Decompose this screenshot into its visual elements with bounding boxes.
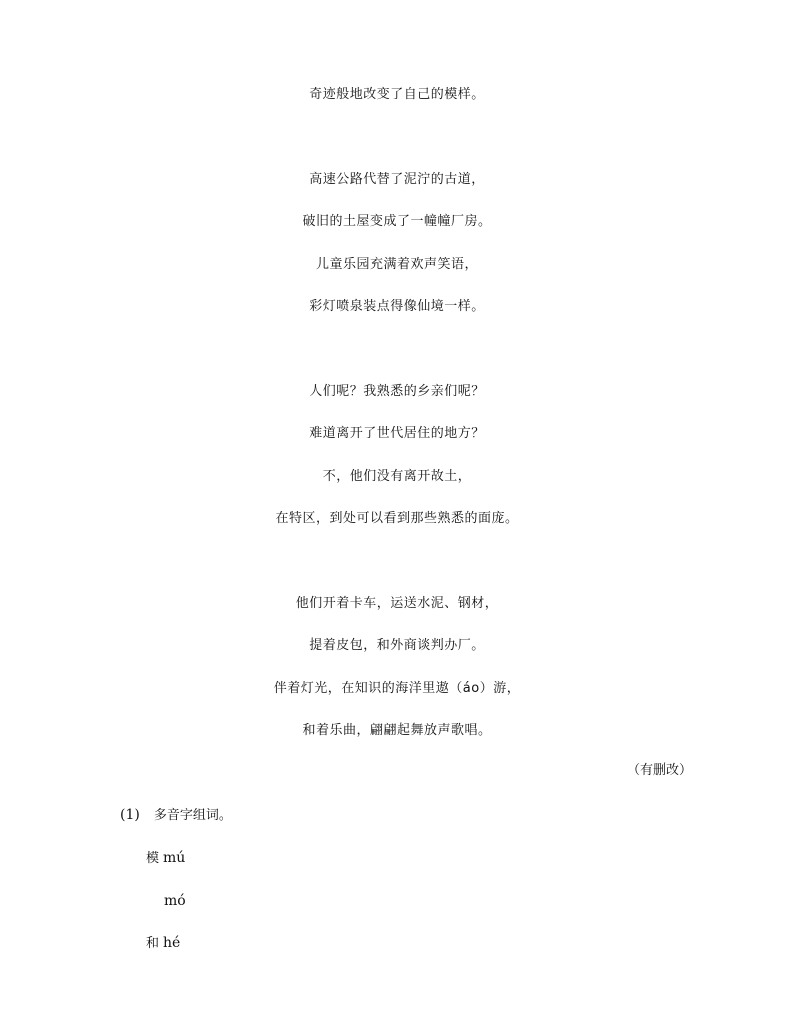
polyphone-item [146, 849, 185, 868]
poem-line: 彩灯喷泉装点得像仙境一样。 [309, 299, 485, 314]
poem-line: 儿童乐园充满着欢声笑语， [315, 257, 478, 272]
poem-line: 奇迹般地改变了自己的模样。 [309, 87, 485, 102]
question-number: (1) [120, 807, 140, 823]
poem-line: 不，他们没有离开故土， [322, 469, 472, 484]
poem-line: 人们呢？我熟悉的乡亲们呢？ [309, 384, 485, 399]
poem-line: 破旧的土屋变成了一幢幢厂房。 [302, 214, 492, 229]
polyphone-pinyin: hé [163, 935, 181, 951]
poem-line: 他们开着卡车，运送水泥、钢材， [295, 596, 499, 611]
poem-line: 提着皮包，和外商谈判办厂。 [309, 638, 485, 653]
source-note: （有删改） [626, 763, 692, 778]
polyphone-item [146, 934, 180, 953]
polyphone-item [160, 892, 186, 911]
poem-line: 和着乐曲，翩翩起舞放声歌唱。 [302, 723, 492, 738]
poem-line: 难道离开了世代居住的地方？ [309, 426, 485, 441]
polyphone-pinyin: mó [164, 893, 186, 909]
question-prompt: 多音字组词。 [153, 808, 232, 823]
polyphone-char: 和 [146, 936, 160, 951]
poem-line: 伴着灯光，在知识的海洋里遨（áo）游， [273, 681, 521, 696]
poem-line: 在特区，到处可以看到那些熟悉的面庞。 [275, 511, 519, 526]
polyphone-char: 模 [146, 851, 160, 866]
poem-line: 高速公路代替了泥泞的古道， [309, 172, 485, 187]
question-heading [120, 806, 232, 825]
polyphone-pinyin: mú [163, 850, 186, 866]
